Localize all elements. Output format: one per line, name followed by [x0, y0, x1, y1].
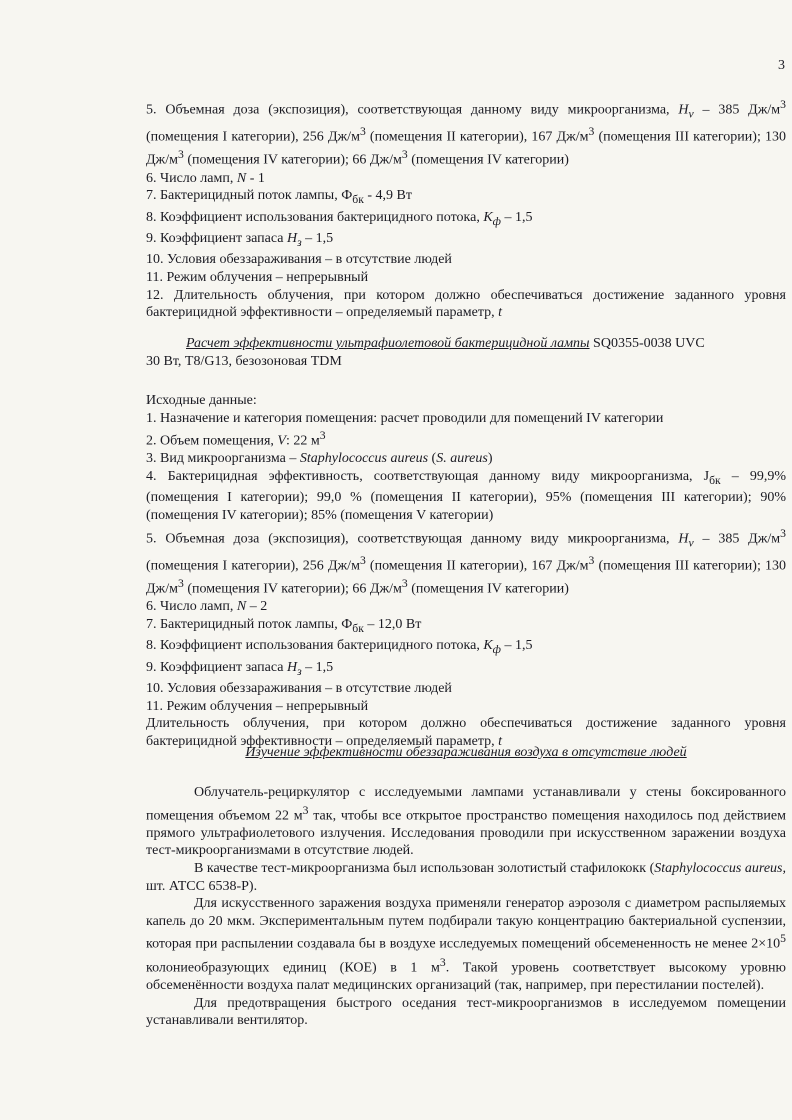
page-number: 3	[778, 58, 785, 73]
section-title-study: Изучение эффективности обеззараживания воздуха в отсутствие людей	[245, 745, 687, 760]
parameters-list-2	[146, 392, 786, 750]
section-title-lamp-calc: Расчет эффективности ультрафиолетовой бактерицидной лампы SQ0355-0038 UVC 30 Вт, T8/G13, безозоновая TDM	[146, 336, 705, 369]
list-item: 6. Число ламп, N - 1	[146, 170, 265, 186]
list-item: 8. Коэффициент использования бактерицидного потока, $K_ф - 1,5$	[146, 209, 533, 228]
list-item: 8. Коэффициент использования бактерицидного потока, $K_ф - 1,5$	[146, 638, 533, 656]
list-intro: Исходные данные:	[146, 393, 257, 408]
list-item: 5. Объемная доза (экспозиция), соответствующая данному виду микроорганизма, $H_v - 385$ $Дж/м^3$ (помещения I категории), 256 $Дж/м^3$ (помещения II категории), 167 $Дж/м^3$ (помещения III категории); 130 $Дж/м^3$ (помещения IV категории); 66 $Дж/м^3$ (помещения IV категории)	[146, 526, 786, 597]
list-item: 11. Режим облучения – непрерывный	[146, 698, 369, 714]
list-item: 10. Условия обеззараживания – в отсутствие людей	[146, 680, 452, 696]
paragraph: Для предотвращения быстрого оседания тест-микроорганизмов в исследуемом помещении устанавливали вентилятор.	[146, 995, 786, 1029]
list-item: 10. Условия обеззараживания – в отсутствие людей	[146, 252, 452, 268]
list-item: 7. Бактерицидный поток лампы, $Ф_{бк} - 12,0$ Вт	[146, 616, 422, 635]
list-item: 6. Число ламп, N – 2	[146, 599, 268, 615]
list-item: 3. Вид микроорганизма – Staphylococcus aureus (S. aureus)	[146, 451, 493, 467]
list-item: 9. Коэффициент запаса $H_з - 1,5$	[146, 659, 334, 678]
list-item: Длительность облучения, при котором должно обеспечиваться достижение заданного уровня бактерицидной эффективности – определяемый параметр, t	[146, 716, 786, 749]
list-item: 12. Длительность облучения, при котором должно обеспечиваться достижение заданного уровня бактерицидной эффективности – определяемый параметр, t	[146, 287, 786, 321]
paragraph: Для искусственного заражения воздуха применяли генератор аэрозоля с диаметром распыляемых капель до 20 мкм. Экспериментальным путем подбирали такую концентрацию бактериальной суспензии, которая при распылении создавала бы в воздухе исследуемых помещений обсемененность не менее $2\times 10^5$ колониеобразующих единиц (КОЕ) в 1 $м^3$. Такой уровень соответствует высокому уровню обсеменённости воздуха палат медицинских организаций (так, например, при перестилании постелей).	[146, 896, 786, 993]
paragraph: Облучатель-рециркулятор с исследуемыми лампами устанавливали у стены боксированного помещения объемом 22 $м^3$ так, чтобы все открытое пространство помещения находилось под действием прямого ультрафиолетового излучения. Исследования проводили при искусственном заражении воздуха тест-микроорганизмами в отсутствие людей.	[146, 785, 786, 859]
list-item: 7. Бактерицидный поток лампы, $Ф_{бк} - 4,9$ Вт	[146, 188, 412, 206]
list-item: 11. Режим облучения – непрерывный	[146, 269, 369, 285]
list-item: 4. Бактерицидная эффективность, соответствующая данному виду микроорганизма, $J_{бк} - 99,9\%$ (помещения I категории); 99,0 % (помещения II категории), 95% (помещения III категории); 90% (помещения IV категории); 85% (помещения V категории)	[146, 469, 786, 524]
list-item: 5. Объемная доза (экспозиция), соответствующая данному виду микроорганизма, $H_v - 385$ $Дж/м^3$ (помещения I категории), 256 $Дж/м^3$ (помещения II категории), 167 $Дж/м^3$ (помещения III категории); 130 $Дж/м^3$ (помещения IV категории); 66 $Дж/м^3$ (помещения IV категории)	[146, 98, 786, 168]
study-text	[146, 784, 786, 1030]
paragraph: В качестве тест-микроорганизма был использован золотистый стафилококк (Staphylococcus aureus, шт. АТСС 6538-Р).	[146, 861, 786, 894]
list-item: 9. Коэффициент запаса $H_з - 1,5$	[146, 230, 334, 249]
list-item: 2. Объем помещения, V: 22 $м^3$	[146, 429, 326, 449]
parameters-list-1	[146, 96, 786, 322]
list-item: 1. Назначение и категория помещения: расчет проводили для помещений IV категории	[146, 410, 664, 426]
